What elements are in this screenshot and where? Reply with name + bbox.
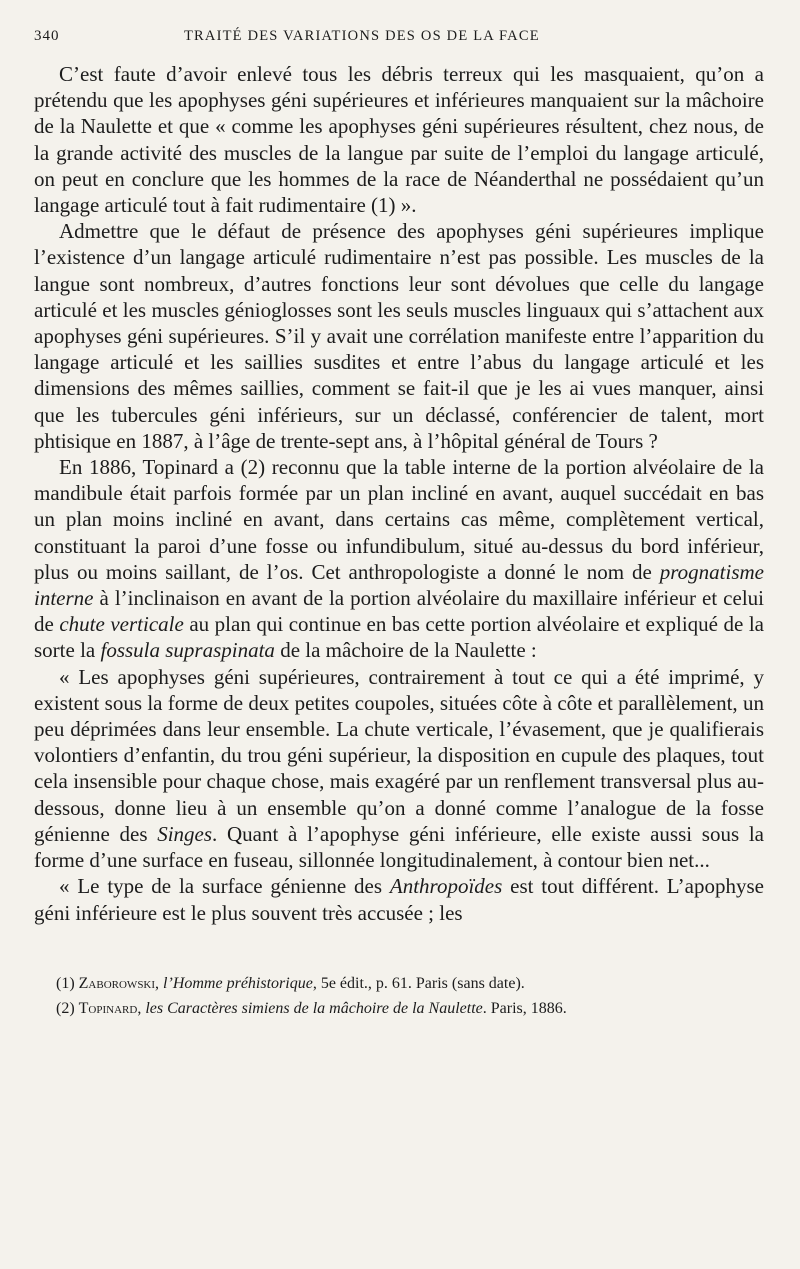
text-run: Admettre que le défaut de présence des apophyses géni supérieures implique l’existence d’un langage articulé rudimentaire n’est pas possible. Les muscles de la langue sont nombreux, d’autres fonctions leur sont dévolues que celle du langage articulé et les muscles génioglosses sont les seuls muscles linguaux qui s’attachent aux apophyses géni supérieures. S’il y avait une corrélation manifeste entre l’apparition du langage articulé et les saillies susdites et entre l’abus du langage articulé et les dimensions des mêmes saillies, comment se fait-il que je les ai vues manquer, ainsi que les tubercules géni inférieurs, sur un déclassé, conférencier de talent, mort phtisique en 1887, à l’âge de trente-sept ans, à l’hôpital général de Tours ? bbox=[34, 219, 764, 453]
footnote-author: Zaborowski bbox=[78, 974, 156, 992]
footnote-title: les Caractères simiens de la mâchoire de la Naulette bbox=[145, 999, 483, 1017]
footnote-mark: (2) bbox=[56, 999, 75, 1017]
running-head bbox=[34, 28, 764, 54]
italic-text: chute verticale bbox=[59, 612, 184, 637]
text-run: C’est faute d’avoir enlevé tous les débris terreux qui les masquaient, qu’on a prétendu que les apophyses géni supérieures et inférieures manquaient sur la mâchoire de la Naulette et que « comme les apophyses géni supérieures résultent, chez nous, de la grande activité des muscles de la langue par suite de l’emploi du langage articulé, on peut en conclure que les hommes de la race de Néanderthal ne possédaient qu’un langage articulé tout à fait rudimentaire (1) ». bbox=[34, 62, 764, 218]
italic-text: Anthropoïdes bbox=[389, 874, 503, 899]
paragraph bbox=[34, 664, 764, 874]
page-number: 340 bbox=[34, 28, 60, 44]
text-run: est tout différent. L’apophyse géni inférieure est le plus souvent très accusée ; les bbox=[34, 874, 764, 925]
italic-text: prognatisme interne bbox=[34, 559, 764, 611]
text-run: . Quant à l’apophyse géni inférieure, elle existe aussi sous la forme d’une surface en fuseau, sillonnée longitudinalement, à contour bien net... bbox=[34, 821, 764, 873]
footnote-title: l’Homme préhistorique bbox=[163, 974, 313, 992]
footnote-author: Topinard bbox=[78, 999, 138, 1017]
footnote-rest: . Paris, 1886. bbox=[482, 999, 567, 1017]
footnote: (2) Topinard, les Caractères simiens de la mâchoire de la Naulette. Paris, 1886. bbox=[56, 999, 567, 1017]
text-run: à l’inclinaison en avant de la portion alvéolaire du maxillaire inférieur et celui de bbox=[34, 586, 764, 637]
footnote-mark: (1) bbox=[56, 974, 75, 992]
text-run: « Le type de la surface génienne des bbox=[59, 874, 390, 899]
paragraph bbox=[34, 873, 764, 925]
text-run: En 1886, Topinard a (2) reconnu que la table interne de la portion alvéolaire de la mandibule était parfois formée par un plan incliné en avant, auquel succédait en bas un plan moins incliné en avant, dans certains cas même, complètement vertical, constituant la paroi d’une fosse ou infundibulum, situé au-dessus du bord inférieur, plus ou moins saillant, de l’os. Cet anthropologiste a donné le nom de bbox=[34, 455, 764, 584]
italic-text: fossula supraspinata bbox=[100, 638, 275, 663]
footnote-rest: , 5e édit., p. 61. Paris (sans date). bbox=[312, 974, 525, 992]
text-run: de la mâchoire de la Naulette : bbox=[274, 638, 537, 663]
footnote: (1) Zaborowski, l’Homme préhistorique, 5e édit., p. 61. Paris (sans date). bbox=[56, 974, 525, 992]
running-title: TRAITÉ DES VARIATIONS DES OS DE LA FACE bbox=[184, 28, 540, 44]
paragraph bbox=[34, 454, 764, 664]
body-text bbox=[34, 61, 764, 926]
text-run: au plan qui continue en bas cette portion alvéolaire et expliqué de la sorte la bbox=[34, 612, 765, 663]
paragraph bbox=[34, 61, 764, 218]
paragraph bbox=[34, 218, 764, 454]
italic-text: Singes bbox=[157, 821, 213, 846]
footnotes bbox=[34, 971, 764, 1021]
text-run: « Les apophyses géni supérieures, contrairement à tout ce qui a été imprimé, y existent sous la forme de deux petites coupoles, situées côte à côte et parallèlement, un peu déprimées dans leur ensemble. La chute verticale, l’évasement, que je qualifierais volontiers d’enfantin, du trou géni supérieur, la disposition en cupule des plaques, tout cela insensible pour chaque chose, mais exagéré par un renflement transversal plus au-dessous, donne lieu à un ensemble qu’on a donné comme l’analogue de la fosse génienne des bbox=[34, 664, 764, 846]
